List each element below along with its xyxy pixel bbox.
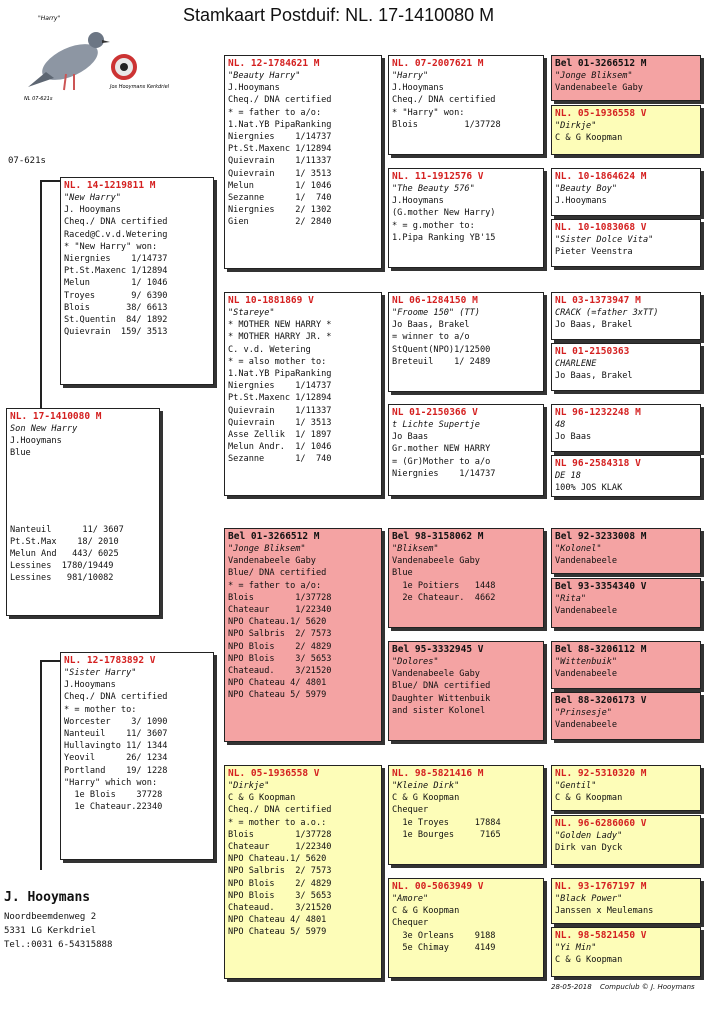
page-title: Stamkaart Postduif: NL. 17-1410080 M bbox=[183, 5, 495, 25]
info-line: Troyes 9/ 6390 bbox=[64, 290, 168, 301]
info-line: Blois 1/37728 bbox=[392, 119, 501, 130]
result-line: Lessines 1780/19449 bbox=[10, 561, 114, 572]
ring-number: NL. 17-1410080 M bbox=[10, 411, 102, 422]
footer-credit: Compuclub © J. Hooymans bbox=[600, 983, 695, 991]
ring-number: Bel 01-3266512 M bbox=[555, 58, 647, 69]
pigeon-name: "Kolonel" bbox=[555, 544, 602, 554]
info-line: Cheq./ DNA certified bbox=[392, 95, 496, 106]
pigeon-name: "Froome 150" (TT) bbox=[392, 308, 480, 318]
info-line: Niergnies 1/14737 bbox=[228, 132, 332, 143]
pigeon-card-gen5 bbox=[551, 168, 701, 216]
connector bbox=[40, 180, 62, 182]
pigeon-name: CHARLENE bbox=[555, 359, 597, 369]
info-line: and sister Kolonel bbox=[392, 705, 486, 716]
info-line: 1.Nat.YB PipaRanking bbox=[228, 119, 332, 130]
pigeon-card-gen3 bbox=[224, 55, 382, 269]
pigeon-card-gen5 bbox=[551, 927, 701, 977]
info-line: 5e Chimay 4149 bbox=[392, 942, 496, 953]
ring-number: NL 96-1232248 M bbox=[555, 407, 641, 418]
owner-city: 5331 LG Kerkdriel bbox=[4, 926, 97, 936]
info-line: Niergnies 1/14737 bbox=[64, 254, 168, 265]
pigeon-card-gen4 bbox=[388, 765, 544, 865]
info-line: Cheq./ DNA certified bbox=[228, 805, 332, 816]
pigeon-card-gen5 bbox=[551, 55, 701, 101]
pigeon-card-gen5 bbox=[551, 815, 701, 865]
info-line: Chateaur 1/22340 bbox=[228, 605, 332, 616]
owner-name: J. Hooymans bbox=[4, 890, 91, 905]
info-line: * = mother to a.o.: bbox=[228, 817, 327, 828]
owner-line: C & G Koopman bbox=[555, 955, 623, 966]
info-line: Blue bbox=[10, 448, 31, 459]
info-line: Cheq./ DNA certified bbox=[64, 217, 168, 228]
info-line: Chateaud. 3/21520 bbox=[228, 666, 332, 677]
owner-line: Jo Baas, Brakel bbox=[555, 320, 633, 331]
info-line: Blue/ DNA certified bbox=[392, 681, 491, 692]
pigeon-card-gen5 bbox=[551, 878, 701, 924]
ring-number: Bel 01-3266512 M bbox=[228, 531, 320, 542]
pigeon-card-gen5 bbox=[551, 641, 701, 689]
info-line: Quievrain 159/ 3513 bbox=[64, 327, 168, 338]
pigeon-card-gen5 bbox=[551, 692, 701, 740]
ring-number: Bel 92-3233008 M bbox=[555, 531, 647, 542]
info-line: NPO Salbris 2/ 7573 bbox=[228, 866, 332, 877]
pigeon-name: "Black Power" bbox=[555, 894, 623, 904]
info-line: Jo Baas, Brakel bbox=[392, 320, 470, 331]
owner-line: Janssen x Meulemans bbox=[555, 906, 654, 917]
info-line: 2e Chateaur. 4662 bbox=[392, 592, 496, 603]
ring-number: NL 06-1284150 M bbox=[392, 295, 478, 306]
pigeon-card-sire bbox=[60, 177, 214, 385]
pigeon-name: t Lichte Supertje bbox=[392, 420, 480, 430]
owner-line: 100% JOS KLAK bbox=[555, 483, 623, 494]
owner-line: Vandenabeele bbox=[555, 556, 618, 567]
info-line: NPO Chateau 5/ 5979 bbox=[228, 690, 327, 701]
pigeon-name: "Wittenbuik" bbox=[555, 657, 618, 667]
ring-number: NL. 96-6286060 V bbox=[555, 818, 647, 829]
info-line: C & G Koopman bbox=[392, 793, 460, 804]
info-line: Hullavingto 11/ 1344 bbox=[64, 741, 168, 752]
info-line: Chequer bbox=[392, 805, 429, 816]
ring-number: Bel 98-3158062 M bbox=[392, 531, 484, 542]
ring-number: NL 10-1881869 V bbox=[228, 295, 314, 306]
pigeon-card-gen5 bbox=[551, 404, 701, 452]
info-line: Cheq./ DNA certified bbox=[64, 692, 168, 703]
pigeon-name: "Jonge Bliksem" bbox=[555, 71, 633, 81]
pigeon-card-gen5 bbox=[551, 343, 701, 391]
info-line: J.Hooymans bbox=[392, 196, 444, 207]
pigeon-name: "Rita" bbox=[555, 594, 587, 604]
info-line: StQuent(NPO)1/12500 bbox=[392, 344, 491, 355]
pigeon-name: "Dirkje" bbox=[555, 121, 597, 131]
info-line: Blois 38/ 6613 bbox=[64, 302, 168, 313]
owner-street: Noordbeemdenweg 2 bbox=[4, 912, 97, 922]
connector bbox=[40, 180, 42, 410]
pigeon-card-gen3 bbox=[224, 292, 382, 496]
info-line: * = g.mother to: bbox=[392, 220, 475, 231]
info-line: NPO Blois 2/ 4829 bbox=[228, 878, 332, 889]
ring-number: NL. 12-1783892 V bbox=[64, 655, 156, 666]
pigeon-card-dam bbox=[60, 652, 214, 860]
info-line: * = father to a/o: bbox=[228, 107, 322, 118]
owner-line: C & G Koopman bbox=[555, 793, 623, 804]
pigeon-card-gen5 bbox=[551, 105, 701, 155]
info-line: Quievrain 1/ 3513 bbox=[228, 417, 332, 428]
pigeon-name: DE 18 bbox=[555, 471, 581, 481]
info-line: NPO Chateau.1/ 5620 bbox=[228, 617, 327, 628]
info-line: J. Hooymans bbox=[64, 205, 121, 216]
pigeon-name: "Sister Dolce Vita" bbox=[555, 235, 654, 245]
info-line: 1e Blois 37728 bbox=[64, 790, 163, 801]
info-line: Chateaur 1/22340 bbox=[228, 842, 332, 853]
pigeon-card-gen4 bbox=[388, 641, 544, 741]
pigeon-card-subject bbox=[6, 408, 160, 616]
info-line: Niergnies 2/ 1302 bbox=[228, 205, 332, 216]
info-line: NPO Salbris 2/ 7573 bbox=[228, 629, 332, 640]
info-line: Portland 19/ 1228 bbox=[64, 765, 168, 776]
info-line: Asse Zellik 1/ 1897 bbox=[228, 430, 332, 441]
pigeon-card-gen5 bbox=[551, 578, 701, 628]
info-line: Quievrain 1/11337 bbox=[228, 156, 332, 167]
owner-line: Jo Baas bbox=[555, 432, 592, 443]
owner-phone: Tel.:0031 6-54315888 bbox=[4, 940, 113, 950]
pigeon-card-gen3 bbox=[224, 765, 382, 979]
pigeon-name: "Dirkje" bbox=[228, 781, 270, 791]
info-line: Breteuil 1/ 2489 bbox=[392, 356, 491, 367]
pigeon-card-gen3 bbox=[224, 528, 382, 742]
pigeon-card-gen5 bbox=[551, 219, 701, 267]
owner-line: Vandenabeele bbox=[555, 606, 618, 617]
pigeon-name: "Amore" bbox=[392, 894, 429, 904]
info-line: * = mother to: bbox=[64, 704, 137, 715]
owner-line: Vandenabeele bbox=[555, 669, 618, 680]
info-line: Chequer bbox=[392, 918, 429, 929]
info-line: Niergnies 1/14737 bbox=[228, 381, 332, 392]
connector bbox=[40, 660, 62, 662]
info-line: Quievrain 1/11337 bbox=[228, 405, 332, 416]
logo-caption-left: NL 07-621s bbox=[24, 96, 53, 102]
info-line: * MOTHER NEW HARRY * bbox=[228, 320, 332, 331]
pigeon-card-gen5 bbox=[551, 292, 701, 340]
info-line: Blois 1/37728 bbox=[228, 592, 332, 603]
info-line: Melun Andr. 1/ 1046 bbox=[228, 442, 332, 453]
info-line: Cheq./ DNA certified bbox=[228, 95, 332, 106]
pigeon-name: "Yi Min" bbox=[555, 943, 597, 953]
owner-line: Vandenabeele Gaby bbox=[555, 83, 643, 94]
info-line: Daughter Wittenbuik bbox=[392, 693, 491, 704]
ring-number: NL. 14-1219811 M bbox=[64, 180, 156, 191]
pigeon-card-gen5 bbox=[551, 765, 701, 811]
ring-number: NL. 98-5821450 V bbox=[555, 930, 647, 941]
pigeon-name: Son New Harry bbox=[10, 424, 78, 434]
info-line: Blois 1/37728 bbox=[228, 829, 332, 840]
info-line: Vandenabeele Gaby bbox=[392, 669, 480, 680]
pigeon-name: "Beauty Harry" bbox=[228, 71, 301, 81]
info-line: Worcester 3/ 1090 bbox=[64, 716, 168, 727]
pigeon-card-gen4 bbox=[388, 404, 544, 496]
info-line: Pt.St.Maxenc 1/12894 bbox=[228, 393, 332, 404]
info-line: Melun 1/ 1046 bbox=[64, 278, 168, 289]
connector bbox=[40, 660, 42, 870]
info-line: Vandenabeele Gaby bbox=[392, 556, 480, 567]
result-line: Melun And 443/ 6025 bbox=[10, 549, 119, 560]
ring-number: NL. 98-5821416 M bbox=[392, 768, 484, 779]
ring-number: NL 96-2584318 V bbox=[555, 458, 641, 469]
info-line: NPO Blois 3/ 5653 bbox=[228, 653, 332, 664]
owner-line: J.Hooymans bbox=[555, 196, 607, 207]
info-line: J.Hooymans bbox=[10, 436, 62, 447]
info-line: J.Hooymans bbox=[392, 83, 444, 94]
result-line: Lessines 981/10082 bbox=[10, 573, 114, 584]
info-line: J.Hooymans bbox=[228, 83, 280, 94]
info-line: Sezanne 1/ 740 bbox=[228, 193, 332, 204]
info-line: * = father to a/o: bbox=[228, 580, 322, 591]
owner-line: Vandenabeele bbox=[555, 720, 618, 731]
info-line: Nanteuil 11/ 3607 bbox=[64, 729, 168, 740]
owner-line: Pieter Veenstra bbox=[555, 247, 633, 258]
info-line: (G.mother New Harry) bbox=[392, 208, 496, 219]
info-line: Blue/ DNA certified bbox=[228, 568, 327, 579]
ring-number: Bel 95-3332945 V bbox=[392, 644, 484, 655]
info-line: C & G Koopman bbox=[228, 793, 296, 804]
info-line: J.Hooymans bbox=[64, 680, 116, 691]
footer-date: 28-05-2018 bbox=[551, 983, 592, 991]
ring-number: NL. 05-1936558 V bbox=[228, 768, 320, 779]
info-line: NPO Chateau 4/ 4801 bbox=[228, 915, 327, 926]
pigeon-card-gen5 bbox=[551, 528, 701, 574]
owner-line: C & G Koopman bbox=[555, 133, 623, 144]
pigeon-card-gen4 bbox=[388, 878, 544, 978]
info-line: NPO Chateau.1/ 5620 bbox=[228, 854, 327, 865]
info-line: Vandenabeele Gaby bbox=[228, 556, 316, 567]
ring-number: NL. 05-1936558 V bbox=[555, 108, 647, 119]
info-line: St.Quentin 84/ 1892 bbox=[64, 315, 168, 326]
info-line: Gien 2/ 2840 bbox=[228, 217, 332, 228]
info-line: 1e Chateaur.22340 bbox=[64, 802, 163, 813]
info-line: NPO Blois 3/ 5653 bbox=[228, 890, 332, 901]
owner-line: Dirk van Dyck bbox=[555, 843, 623, 854]
pigeon-name: "Jonge Bliksem" bbox=[228, 544, 306, 554]
info-line: * "New Harry" won: bbox=[64, 241, 158, 252]
result-line: Nanteuil 11/ 3607 bbox=[10, 524, 124, 535]
ring-number: NL 01-2150366 V bbox=[392, 407, 478, 418]
info-line: 1.Nat.YB PipaRanking bbox=[228, 369, 332, 380]
ring-number: NL. 92-5310320 M bbox=[555, 768, 647, 779]
ring-number: NL. 93-1767197 M bbox=[555, 881, 647, 892]
pigeon-card-gen4 bbox=[388, 292, 544, 392]
ring-number: NL. 07-2007621 M bbox=[392, 58, 484, 69]
pigeon-name: "Golden Lady" bbox=[555, 831, 623, 841]
logo bbox=[18, 12, 170, 102]
info-line: C & G Koopman bbox=[392, 906, 460, 917]
info-line: 1e Poitiers 1448 bbox=[392, 580, 496, 591]
info-line: Blue bbox=[392, 568, 413, 579]
pigeon-card-gen4 bbox=[388, 168, 544, 268]
ring-number: NL. 10-1864624 M bbox=[555, 171, 647, 182]
pigeon-name: CRACK (=father 3xTT) bbox=[555, 308, 659, 318]
ring-number: NL. 00-5063949 V bbox=[392, 881, 484, 892]
ring-number: Bel 93-3354340 V bbox=[555, 581, 647, 592]
pigeon-name: 48 bbox=[555, 420, 566, 430]
info-line: Sezanne 1/ 740 bbox=[228, 454, 332, 465]
info-line: Pt.St.Maxenc 1/12894 bbox=[64, 266, 168, 277]
pigeon-name: "Stareye" bbox=[228, 308, 275, 318]
pigeon-name: "The Beauty 576" bbox=[392, 184, 475, 194]
ring-number: NL 01-2150363 bbox=[555, 346, 630, 357]
ring-number: NL. 12-1784621 M bbox=[228, 58, 320, 69]
logo-caption-right: Jos Hooymans Kerkdriel bbox=[110, 84, 170, 90]
ring-number: NL. 11-1912576 V bbox=[392, 171, 484, 182]
logo-bird-label: "Harry" bbox=[38, 15, 61, 22]
pigeon-name: "New Harry" bbox=[64, 193, 121, 203]
info-line: Chateaud. 3/21520 bbox=[228, 903, 332, 914]
info-line: Yeovil 26/ 1234 bbox=[64, 753, 168, 764]
info-line: "Harry" which won: bbox=[64, 777, 158, 788]
info-line: 3e Orleans 9188 bbox=[392, 930, 496, 941]
ring-number: Bel 88-3206173 V bbox=[555, 695, 647, 706]
owner-line: Jo Baas, Brakel bbox=[555, 371, 633, 382]
info-line: Pt.St.Maxenc 1/12894 bbox=[228, 144, 332, 155]
info-line: Niergnies 1/14737 bbox=[392, 468, 496, 479]
pigeon-name: "Bliksem" bbox=[392, 544, 439, 554]
info-line: NPO Chateau 5/ 5979 bbox=[228, 927, 327, 938]
info-line: Quievrain 1/ 3513 bbox=[228, 168, 332, 179]
pigeon-name: "Sister Harry" bbox=[64, 668, 137, 678]
pigeon-name: "Gentil" bbox=[555, 781, 597, 791]
pigeon-card-gen4 bbox=[388, 528, 544, 628]
info-line: Raced@C.v.d.Wetering bbox=[64, 229, 168, 240]
pigeon-name: "Harry" bbox=[392, 71, 429, 81]
ring-number: NL 03-1373947 M bbox=[555, 295, 641, 306]
result-line: Pt.St.Max 18/ 2010 bbox=[10, 536, 119, 547]
info-line: = (Gr)Mother to a/o bbox=[392, 456, 491, 467]
info-line: NPO Chateau 4/ 4801 bbox=[228, 678, 327, 689]
info-line: Melun 1/ 1046 bbox=[228, 180, 332, 191]
info-line: Gr.mother NEW HARRY bbox=[392, 444, 491, 455]
code-label: 07-621s bbox=[8, 156, 46, 166]
info-line: 1.Pipa Ranking YB'15 bbox=[392, 232, 496, 243]
info-line: NPO Blois 2/ 4829 bbox=[228, 641, 332, 652]
info-line: = winner to a/o bbox=[392, 332, 470, 343]
info-line: * "Harry" won: bbox=[392, 107, 465, 118]
pigeon-name: "Kleine Dirk" bbox=[392, 781, 460, 791]
pigeon-name: "Beauty Boy" bbox=[555, 184, 618, 194]
info-line: * MOTHER HARRY JR. * bbox=[228, 332, 332, 343]
pigeon-card-gen5 bbox=[551, 455, 701, 497]
pigeon-card-gen4 bbox=[388, 55, 544, 155]
ring-number: Bel 88-3206112 M bbox=[555, 644, 647, 655]
info-line: C. v.d. Wetering bbox=[228, 344, 311, 355]
pigeon-name: "Dolores" bbox=[392, 657, 439, 667]
ring-number: NL. 10-1083068 V bbox=[555, 222, 647, 233]
info-line: 1e Troyes 17884 bbox=[392, 817, 501, 828]
info-line: 1e Bourges 7165 bbox=[392, 829, 501, 840]
info-line: * = also mother to: bbox=[228, 356, 327, 367]
info-line: Jo Baas bbox=[392, 432, 429, 443]
pigeon-name: "Prinsesje" bbox=[555, 708, 612, 718]
